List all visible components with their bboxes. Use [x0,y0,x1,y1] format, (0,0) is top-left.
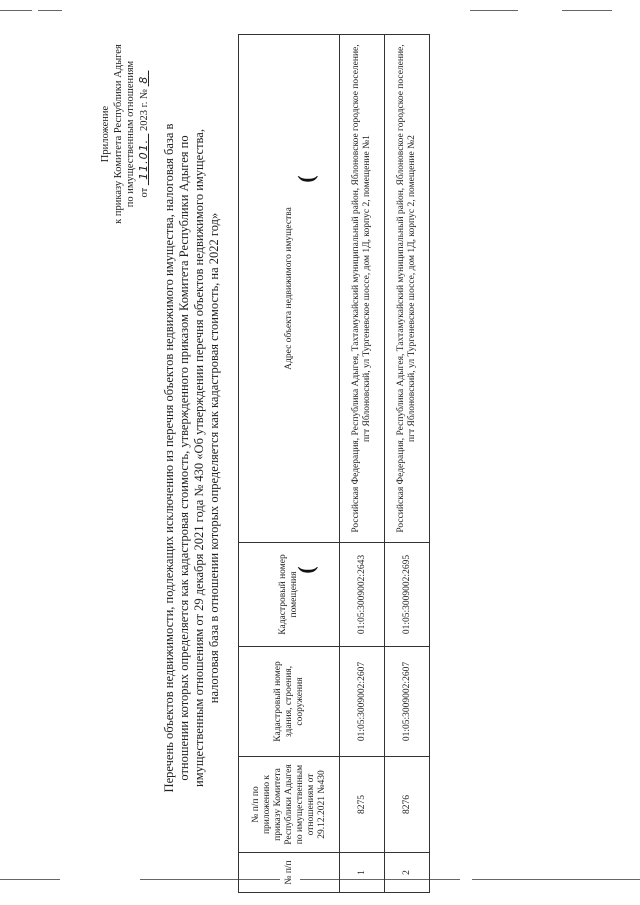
cell-appendix-number: 8275 [340,757,385,853]
date-prefix: от [138,187,150,198]
table-row [340,35,385,893]
cell-building-cadastral: 01:05:3009002:2607 [385,647,430,757]
appendix-date-line [138,39,152,229]
table-header-row [239,35,340,893]
appendix-line: по имущественным отношениям [125,60,136,208]
document-heading: Перечень объектов недвижимости, подлежащих исключению из перечня объектов недвижимого имущества, налоговая база в отношении которых определяется как кадастровая стоимость, утвержденного приказом Комитета Республики Адыгея по имущественным отношениям от 29 декабря 2021 года № 430 «Об утверждении перечня объектов недвижимого имущества, налоговая база в отношении которых определяется как кадастровая стоимость, на 2022 год» [162,123,221,793]
table-row [385,35,430,893]
appendix-block [100,39,151,229]
punch-mark: ) [297,566,323,574]
header-cell-premises-cadastral: Кадастровый номер помещения [239,543,340,647]
number-field [136,71,150,87]
cell-number: 1 [340,853,385,893]
punch-mark: ) [297,175,323,183]
year-text: 2023 г. № [138,89,150,132]
date-field [136,134,150,186]
property-table [238,34,430,893]
appendix-title: Приложение [100,105,111,163]
header-cell-appendix-number: № п/п по приложению к приказу Комитета Республики Адыгея по имущественным отношениям от 29.12.2021 №430 [239,757,340,853]
header-cell-number: № п/п [239,853,340,893]
cell-building-cadastral: 01:05:3009002:2607 [340,647,385,757]
handwritten-date: 11.01. [136,138,150,180]
appendix-line: к приказу Комитета Республики Адыгея [112,44,124,224]
handwritten-number: 8 [136,75,150,84]
header-cell-building-cadastral: Кадастровый номер здания, строения, сооружения [239,647,340,757]
header-cell-address: Адрес объекта недвижимого имущества [239,35,340,543]
cell-appendix-number: 8276 [385,757,430,853]
cell-number: 2 [385,853,430,893]
cell-premises-cadastral: 01:05:3009002:2643 [340,543,385,647]
cell-address: Российская Федерация, Республика Адыгея, Тахтамукайский муниципальный район, Яблоновское городское поселение, пгт Яблоновский, ул Тургеневское шоссе, дом 1Д, корпус 2, помещение №2 [385,35,430,543]
cell-address: Российская Федерация, Республика Адыгея, Тахтамукайский муниципальный район, Яблоновское городское поселение, пгт Яблоновский, ул Тургеневское шоссе, дом 1Д, корпус 2, помещение №1 [340,35,385,543]
cell-premises-cadastral: 01:05:3009002:2695 [385,543,430,647]
